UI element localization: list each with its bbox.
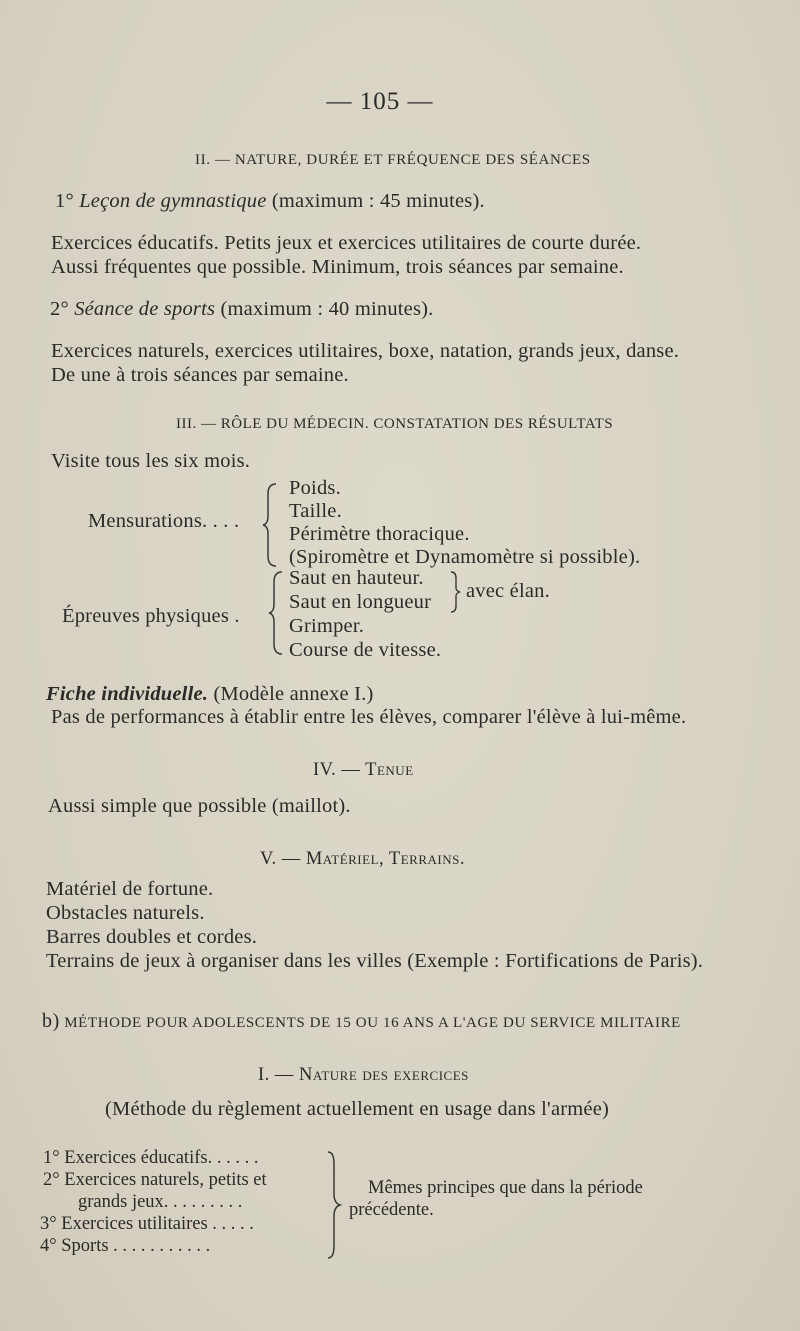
item-2-title: Séance de sports bbox=[74, 298, 216, 320]
epreuves-item-4: Course de vitesse. bbox=[289, 639, 442, 661]
item-1-rest: (maximum : 45 minutes). bbox=[271, 190, 485, 212]
b-list-item-2-cont: grands jeux. . . . . . . . . bbox=[78, 1192, 243, 1212]
part-b-sub-heading: I. — Nature des exercices bbox=[258, 1065, 469, 1085]
mensurations-item-2: Taille. bbox=[289, 500, 342, 522]
item-2-prefix: 2° bbox=[50, 298, 69, 320]
epreuves-item-2: Saut en longueur bbox=[289, 591, 432, 613]
method-note: (Méthode du règlement actuellement en usage dans l'armée) bbox=[105, 1098, 610, 1120]
mensurations-item-3: Périmètre thoracique. bbox=[289, 523, 470, 545]
page-number: — 105 — bbox=[326, 88, 434, 115]
section-5-line-1: Matériel de fortune. bbox=[46, 878, 214, 900]
part-b-heading: MÉTHODE POUR ADOLESCENTS DE 15 OU 16 ANS A L'AGE DU SERVICE MILITAIRE bbox=[64, 1015, 681, 1031]
item-1-title: Leçon de gymnastique bbox=[79, 190, 267, 212]
section-5-line-4: Terrains de jeux à organiser dans les villes (Exemple : Fortifications de Paris). bbox=[46, 950, 704, 972]
b-list-item-3: 3° Exercices utilitaires . . . . . bbox=[40, 1214, 254, 1234]
item-1-text-2: Aussi fréquentes que possible. Minimum, trois séances par semaine. bbox=[51, 256, 624, 278]
item-1-prefix: 1° bbox=[55, 190, 74, 212]
b-list-brace-icon bbox=[322, 1150, 344, 1260]
epreuves-item-1: Saut en hauteur. bbox=[289, 567, 424, 589]
mensurations-item-1: Poids. bbox=[289, 477, 341, 499]
avec-elan-text: avec élan. bbox=[466, 580, 550, 602]
item-1-line bbox=[55, 190, 485, 213]
same-principles-2: précédente. bbox=[349, 1200, 434, 1220]
section-5-heading: V. — Matériel, Terrains. bbox=[260, 849, 465, 869]
section-4-text: Aussi simple que possible (maillot). bbox=[48, 795, 351, 817]
visit-text: Visite tous les six mois. bbox=[51, 450, 251, 472]
mensurations-label: Mensurations. . . . bbox=[88, 510, 240, 532]
section-2-heading: II. — NATURE, DURÉE ET FRÉQUENCE DES SÉANCES bbox=[195, 152, 591, 168]
fiche-rest: (Modèle annexe I.) bbox=[213, 683, 374, 705]
item-2-text-1: Exercices naturels, exercices utilitaires, boxe, natation, grands jeux, danse. bbox=[51, 340, 680, 362]
fiche-line bbox=[46, 683, 374, 706]
epreuves-label: Épreuves physiques . bbox=[62, 605, 240, 627]
b-list-item-1: 1° Exercices éducatifs. . . . . . bbox=[43, 1148, 259, 1168]
part-b-heading-line bbox=[42, 1010, 681, 1033]
section-3-heading: III. — RÔLE DU MÉDECIN. CONSTATATION DES RÉSULTATS bbox=[176, 416, 614, 432]
mensurations-item-4: (Spiromètre et Dynamomètre si possible). bbox=[289, 546, 641, 568]
performances-text: Pas de performances à établir entre les élèves, comparer l'élève à lui-même. bbox=[51, 706, 687, 728]
saut-brace-icon bbox=[448, 570, 466, 614]
section-5-line-2: Obstacles naturels. bbox=[46, 902, 205, 924]
mensurations-brace-icon bbox=[262, 482, 280, 568]
section-5-line-3: Barres doubles et cordes. bbox=[46, 926, 258, 948]
epreuves-brace-icon bbox=[268, 570, 286, 656]
item-2-line bbox=[50, 298, 434, 321]
item-2-rest: (maximum : 40 minutes). bbox=[220, 298, 434, 320]
fiche-title: Fiche individuelle. bbox=[46, 683, 209, 705]
section-4-heading: IV. — Tenue bbox=[313, 760, 414, 780]
item-2-text-2: De une à trois séances par semaine. bbox=[51, 364, 349, 386]
epreuves-item-3: Grimper. bbox=[289, 615, 365, 637]
item-1-text-1: Exercices éducatifs. Petits jeux et exercices utilitaires de courte durée. bbox=[51, 232, 642, 254]
b-list-item-4: 4° Sports . . . . . . . . . . . bbox=[40, 1236, 211, 1256]
b-list-item-2: 2° Exercices naturels, petits et bbox=[43, 1170, 267, 1190]
same-principles-1: Mêmes principes que dans la période bbox=[368, 1178, 643, 1198]
part-b-prefix: b) bbox=[42, 1010, 60, 1032]
